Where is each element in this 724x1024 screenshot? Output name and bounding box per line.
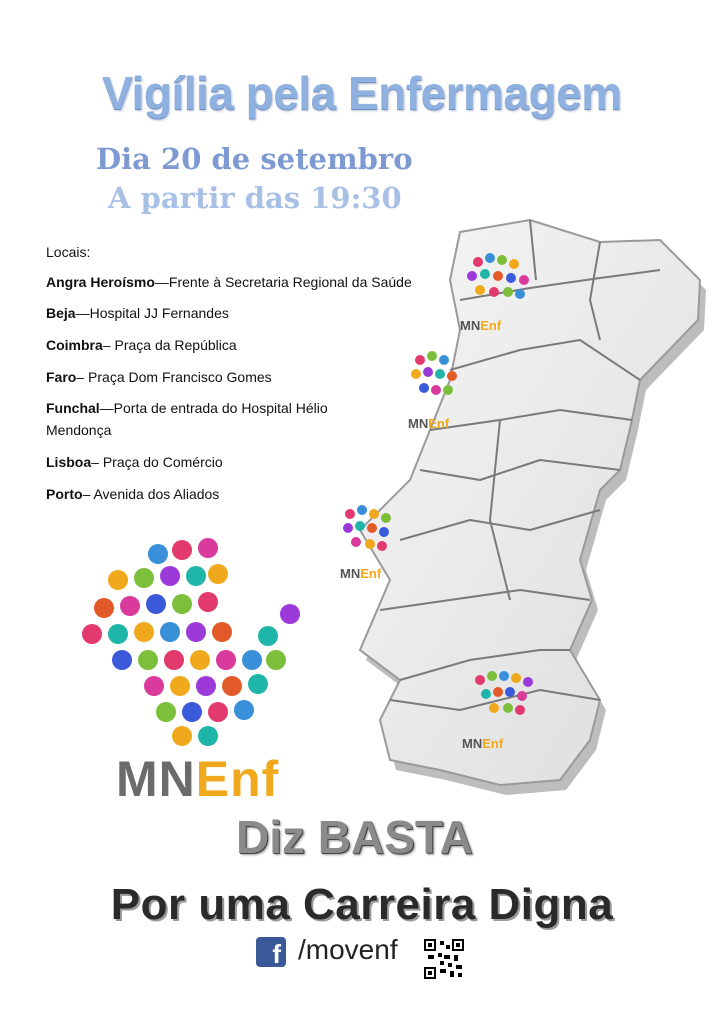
event-time: A partir das 19:30 <box>108 181 402 215</box>
qr-code-icon[interactable] <box>424 939 464 979</box>
location-item: Coimbra– Praça da República <box>46 337 237 354</box>
poster-title: Vigília pela Enfermagem <box>102 67 622 119</box>
location-item: Porto– Avenida dos Aliados <box>46 485 220 502</box>
facebook-icon[interactable]: f <box>256 937 286 967</box>
locations-heading: Locais: <box>46 244 91 260</box>
location-item: Angra Heroísmo—Frente à Secretaria Regional da Saúde <box>46 273 412 290</box>
location-item: Funchal—Porta de entrada do Hospital Hélio Mendonça <box>46 400 328 439</box>
map-logo-porto: MNEnf <box>460 318 502 333</box>
map-logo-coimbra: MNEnf <box>408 416 450 431</box>
location-item: Beja—Hospital JJ Fernandes <box>46 305 229 322</box>
location-item: Lisboa– Praça do Comércio <box>46 453 223 470</box>
location-item: Faro– Praça Dom Francisco Gomes <box>46 368 272 385</box>
event-date: Dia 20 de setembro <box>96 142 413 176</box>
hands-logo-graphic <box>78 536 313 751</box>
map-logo-faro: MNEnf <box>462 736 504 751</box>
facebook-handle[interactable]: /movenf <box>298 934 398 965</box>
mnenf-logo: MNEnf <box>116 751 280 807</box>
locations-list <box>46 242 446 515</box>
tagline: Diz BASTA <box>236 811 473 863</box>
map-logo-lisboa: MNEnf <box>340 566 382 581</box>
slogan: Por uma Carreira Digna <box>110 880 614 929</box>
